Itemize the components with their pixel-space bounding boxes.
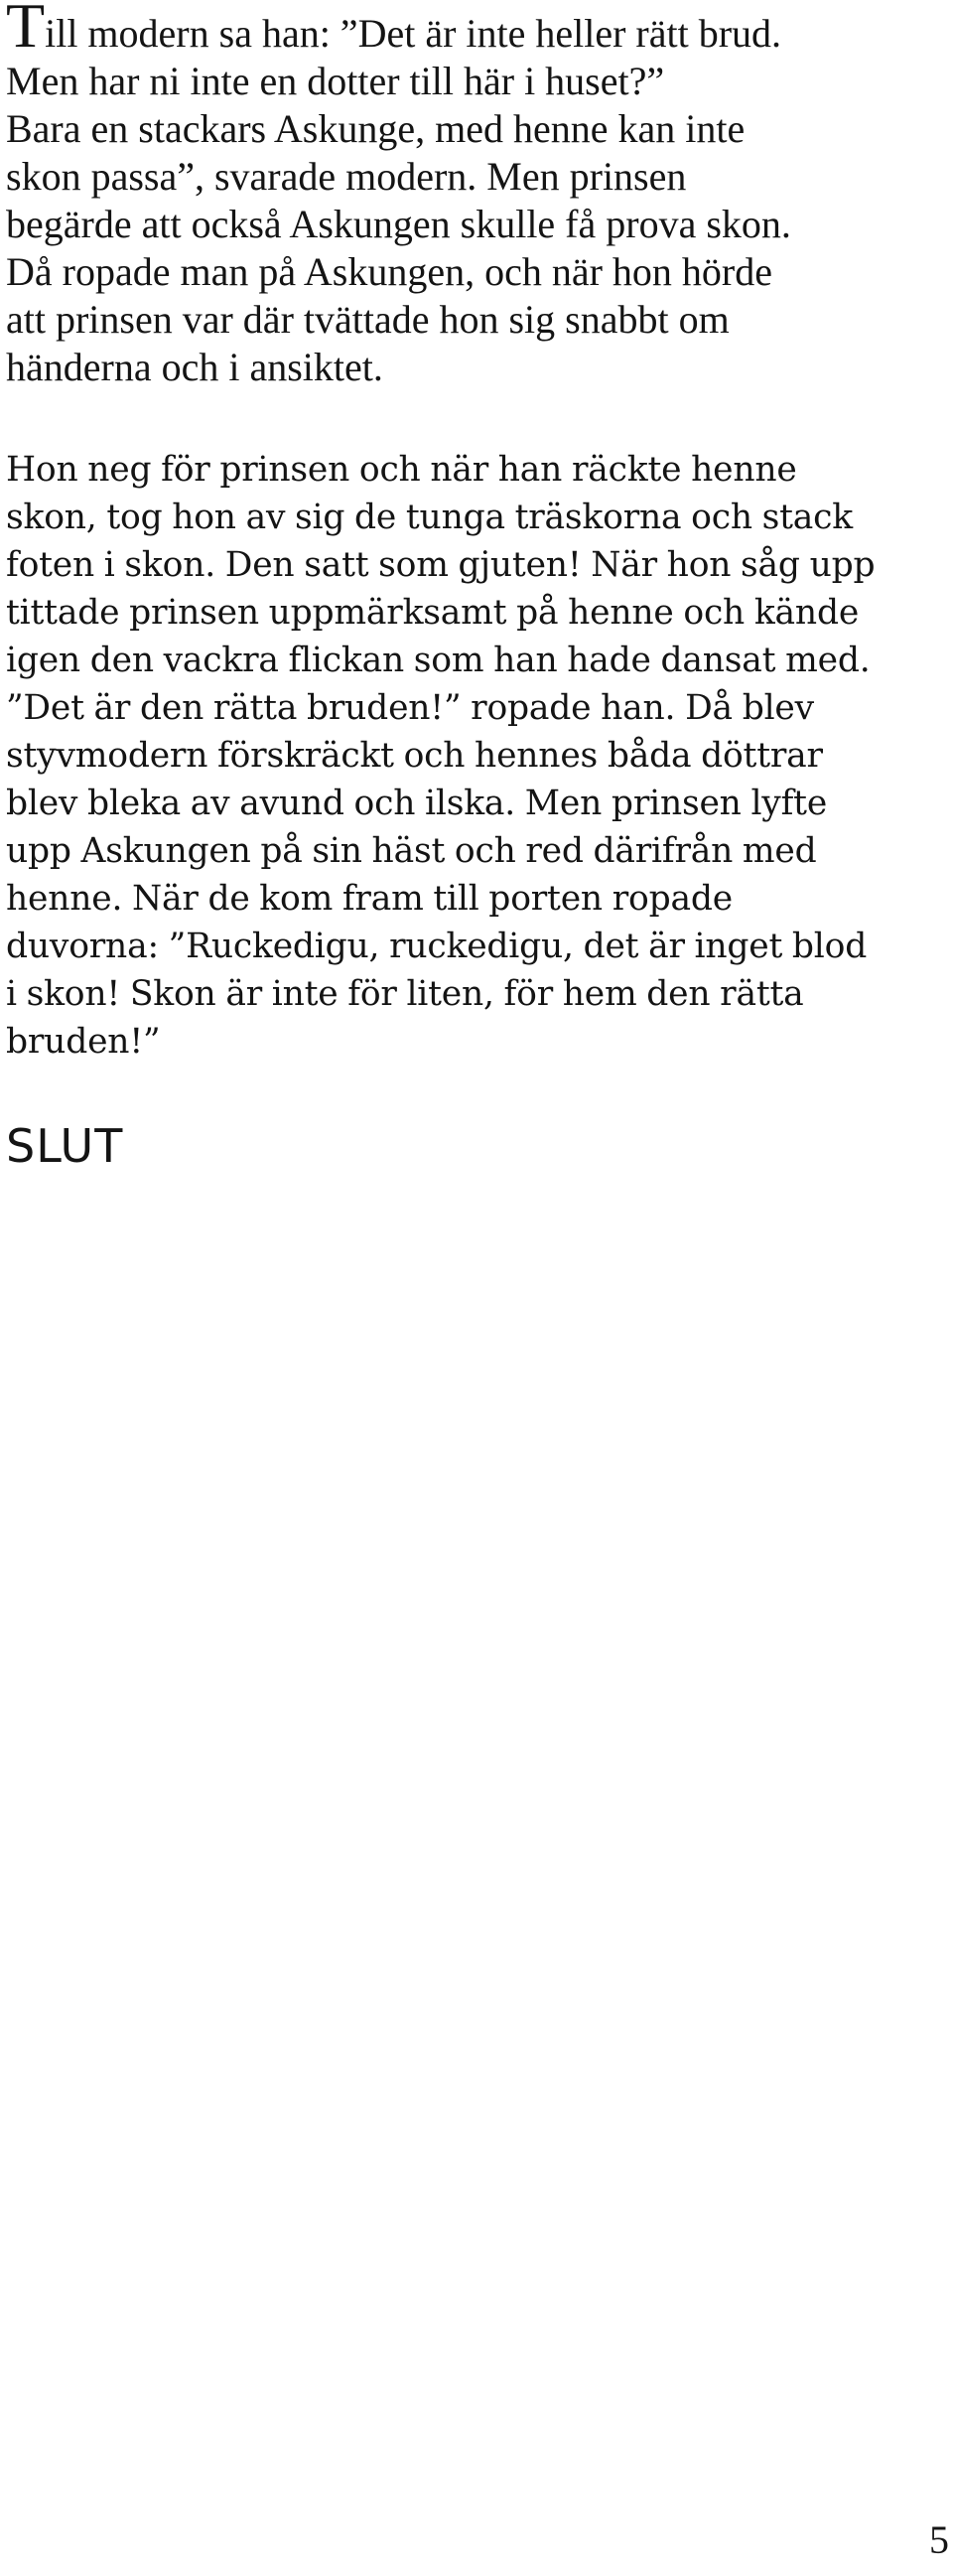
line-text: bruden!” bbox=[6, 1022, 161, 1062]
line-text: Då ropade man på Askungen, och när hon hörde bbox=[6, 249, 772, 294]
line-text: skon passa”, svarade modern. Men prinsen bbox=[6, 154, 687, 199]
line-text: henne. När de kom fram till porten ropade bbox=[6, 879, 733, 919]
line-text: i skon! Skon är inte för liten, för hem den rätta bbox=[6, 974, 804, 1014]
line-text: Bara en stackars Askunge, med henne kan inte bbox=[6, 106, 746, 151]
line-text: foten i skon. Den satt som gjuten! När hon såg upp bbox=[6, 545, 876, 585]
page-number: 5 bbox=[929, 2517, 949, 2562]
line-text: ”Det är den rätta bruden!” ropade han. Då blev bbox=[6, 688, 814, 728]
drop-cap-initial: T bbox=[6, 0, 46, 61]
line-text: igen den vackra flickan som han hade dansat med. bbox=[6, 641, 871, 680]
line-text: Men har ni inte en dotter till här i huset?” bbox=[6, 59, 665, 103]
end-mark: SLUT bbox=[6, 1119, 124, 1173]
line-text: duvorna: ”Ruckedigu, ruckedigu, det är inget blod bbox=[6, 927, 868, 966]
line-text: Hon neg för prinsen och när han räckte henne bbox=[6, 450, 797, 490]
line-text: händerna och i ansiktet. bbox=[6, 345, 383, 389]
line-text: styvmodern förskräckt och hennes båda döttrar bbox=[6, 736, 823, 776]
line-text: ill modern sa han: ”Det är inte heller rätt brud. bbox=[45, 11, 782, 56]
paragraph-first bbox=[6, 2, 939, 391]
line-text: blev bleka av avund och ilska. Men prinsen lyfte bbox=[6, 784, 828, 823]
line-text: skon, tog hon av sig de tunga träskorna och stack bbox=[6, 498, 853, 537]
paragraph-second bbox=[6, 446, 939, 1066]
line-text: upp Askungen på sin häst och red därifrån med bbox=[6, 831, 817, 871]
line-text: att prinsen var där tvättade hon sig snabbt om bbox=[6, 297, 730, 342]
line-text: begärde att också Askungen skulle få prova skon. bbox=[6, 202, 791, 246]
line-text: tittade prinsen uppmärksamt på henne och kände bbox=[6, 593, 860, 633]
